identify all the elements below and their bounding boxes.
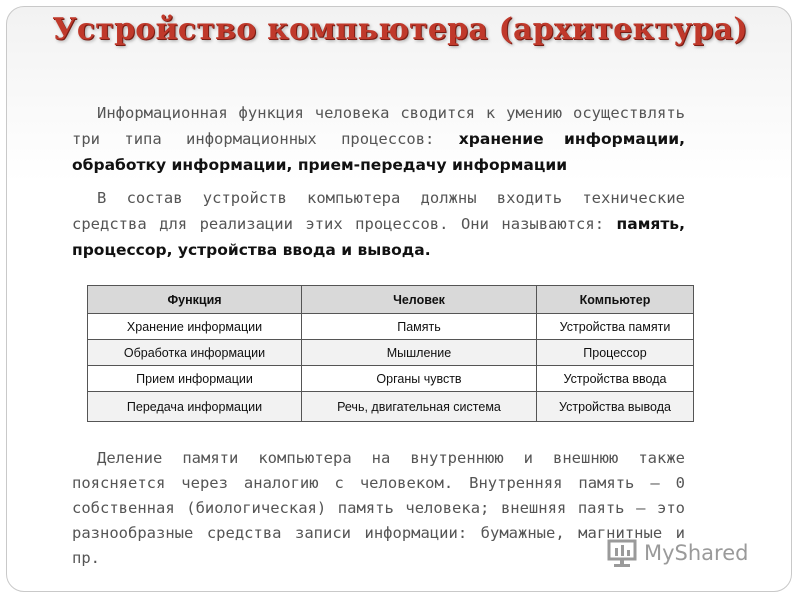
paragraph-2-text: В состав устройств компьютера должны входить технические средства для реализации этих процессов. Они называются: (72, 189, 685, 233)
slide-title: Устройство компьютера (архитектура) (52, 12, 748, 47)
header-human: Человек (302, 286, 537, 314)
table-cell: Хранение информации (88, 314, 302, 340)
text-block (72, 100, 685, 263)
header-computer: Компьютер (537, 286, 694, 314)
table-cell: Устройства вывода (537, 392, 694, 422)
table-cell: Органы чувств (302, 366, 537, 392)
functions-table (87, 285, 694, 422)
table-cell: Мышление (302, 340, 537, 366)
paragraph-1 (72, 100, 685, 178)
paragraph-1-text: Информационная функция человека сводится к умению осуществлять три типа информационных процессов: (72, 104, 685, 148)
table-cell: Речь, двигательная система (302, 392, 537, 422)
header-function: Функция (88, 286, 302, 314)
table-row (88, 314, 694, 340)
myshared-logo-icon (606, 538, 638, 568)
table-row (88, 392, 694, 422)
table-row (88, 340, 694, 366)
table-cell: Память (302, 314, 537, 340)
table-cell: Передача информации (88, 392, 302, 422)
watermark-text: MyShared (644, 541, 749, 565)
table-cell: Обработка информации (88, 340, 302, 366)
table-row (88, 366, 694, 392)
table-cell: Устройства ввода (537, 366, 694, 392)
paragraph-3: Деление памяти компьютера на внутреннюю и внешнюю также поясняется через аналогию с человеком. Внутренняя память — 0 собственная (биологическая) память человека; внешняя паять — это разнообразные средства записи информации: бумажные, магнитные и пр. (72, 448, 685, 567)
table-cell: Устройства памяти (537, 314, 694, 340)
table-cell: Процессор (537, 340, 694, 366)
paragraph-2-bold: память, процессор, устройства ввода и вывода. (72, 215, 685, 259)
watermark (606, 538, 748, 568)
table-header-row (88, 286, 694, 314)
paragraph-2 (72, 185, 685, 263)
table-cell: Прием информации (88, 366, 302, 392)
paragraph-1-bold: хранение информации, обработку информации, прием-передачу информации (72, 130, 685, 174)
